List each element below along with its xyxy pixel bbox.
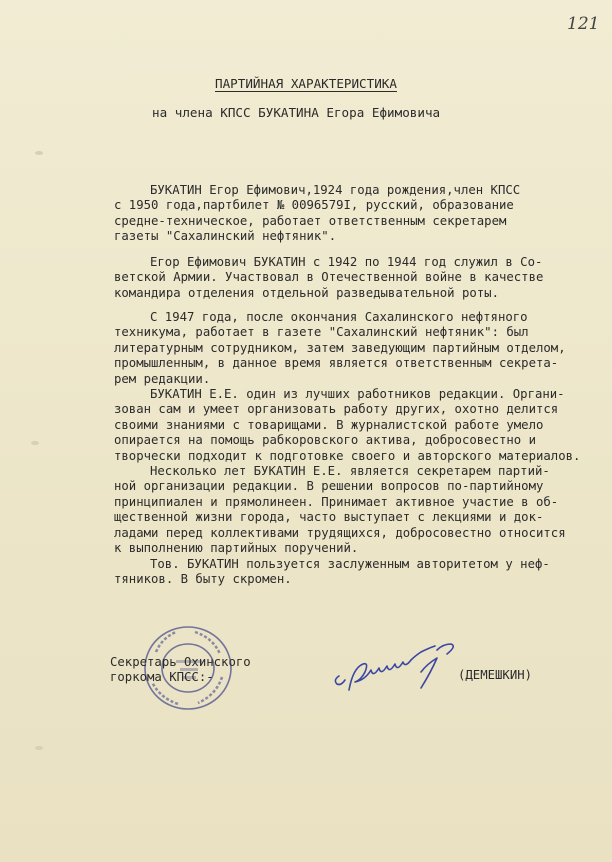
text-line: к выполнению партийных поручений. — [114, 540, 359, 555]
paragraph-party-work — [114, 464, 610, 556]
paragraph-authority — [114, 557, 610, 588]
text-line: Несколько лет БУКАТИН Е.Е. является секретарем партий- — [150, 464, 550, 478]
text-line: своими знаниями с товарищами. В журналистской работе умело — [114, 417, 544, 432]
text-line: командира отделения отдельной разведывательной роты. — [114, 285, 499, 300]
signatory-role — [110, 655, 251, 686]
page-number: 121 — [567, 14, 600, 34]
text-line: БУКАТИН Егор Ефимович,1924 года рождения,член КПСС — [150, 183, 521, 197]
text-line: литературным сотрудником, затем заведующим партийным отделом, — [114, 340, 566, 355]
text-line: Егор Ефимович БУКАТИН с 1942 по 1944 год служил в Со- — [150, 255, 543, 269]
text-line: ной организации редакции. В решении вопросов по-партийному — [114, 479, 544, 494]
text-line: средне-техническое, работает ответственным секретарем — [114, 213, 507, 228]
handwritten-signature — [325, 632, 465, 700]
signatory-name: (ДЕМЕШКИН) — [458, 668, 533, 682]
paragraph-army — [114, 255, 610, 301]
document-title: ПАРТИЙНАЯ ХАРАКТЕРИСТИКА — [215, 76, 397, 91]
text-line: газеты "Сахалинский нефтяник". — [114, 229, 337, 244]
paragraph-biography — [114, 183, 610, 245]
text-line: С 1947 года, после окончания Сахалинского нефтяного — [150, 310, 528, 324]
punch-mark — [30, 440, 40, 446]
document-subtitle: на члена КПСС БУКАТИНА Егора Ефимовича — [152, 105, 441, 120]
text-line: БУКАТИН Е.Е. один из лучших работников редакции. Органи- — [150, 387, 565, 401]
paragraph-career — [114, 310, 610, 387]
text-line: зован сам и умеет организовать работу других, охотно делится — [114, 402, 559, 417]
text-line: опирается на помощь рабкоровского актива, добросовестно и — [114, 433, 536, 448]
text-line: промышленным, в данное время является ответственным секрета- — [114, 356, 559, 371]
text-line: творчески подходит к подготовке своего и авторского материалов. — [114, 448, 581, 463]
text-line: тяников. В быту скромен. — [114, 572, 292, 587]
text-line: Тов. БУКАТИН пользуется заслуженным авторитетом у неф- — [150, 557, 550, 571]
text-line: щественной жизни города, часто выступает с лекциями и док- — [114, 510, 544, 525]
text-line: ветской Армии. Участвовал в Отечественной войне в качестве — [114, 270, 544, 285]
text-line: техникума, работает в газете "Сахалинский нефтяник": был — [114, 325, 529, 340]
signatory-role-line: горкома КПСС:- — [110, 670, 214, 685]
text-line: рем редакции. — [114, 371, 211, 386]
punch-mark — [34, 150, 44, 156]
text-line: с 1950 года,партбилет № 0096579I, русский, образование — [114, 198, 514, 213]
signatory-role-line: Секретарь Охинского — [110, 655, 251, 669]
text-line: принципиален и прямолинеен. Принимает активное участие в об- — [114, 494, 559, 509]
text-line: ладами перед коллективами трудящихся, добросовестно относится — [114, 525, 566, 540]
paragraph-evaluation — [114, 387, 610, 464]
punch-mark — [34, 745, 44, 751]
